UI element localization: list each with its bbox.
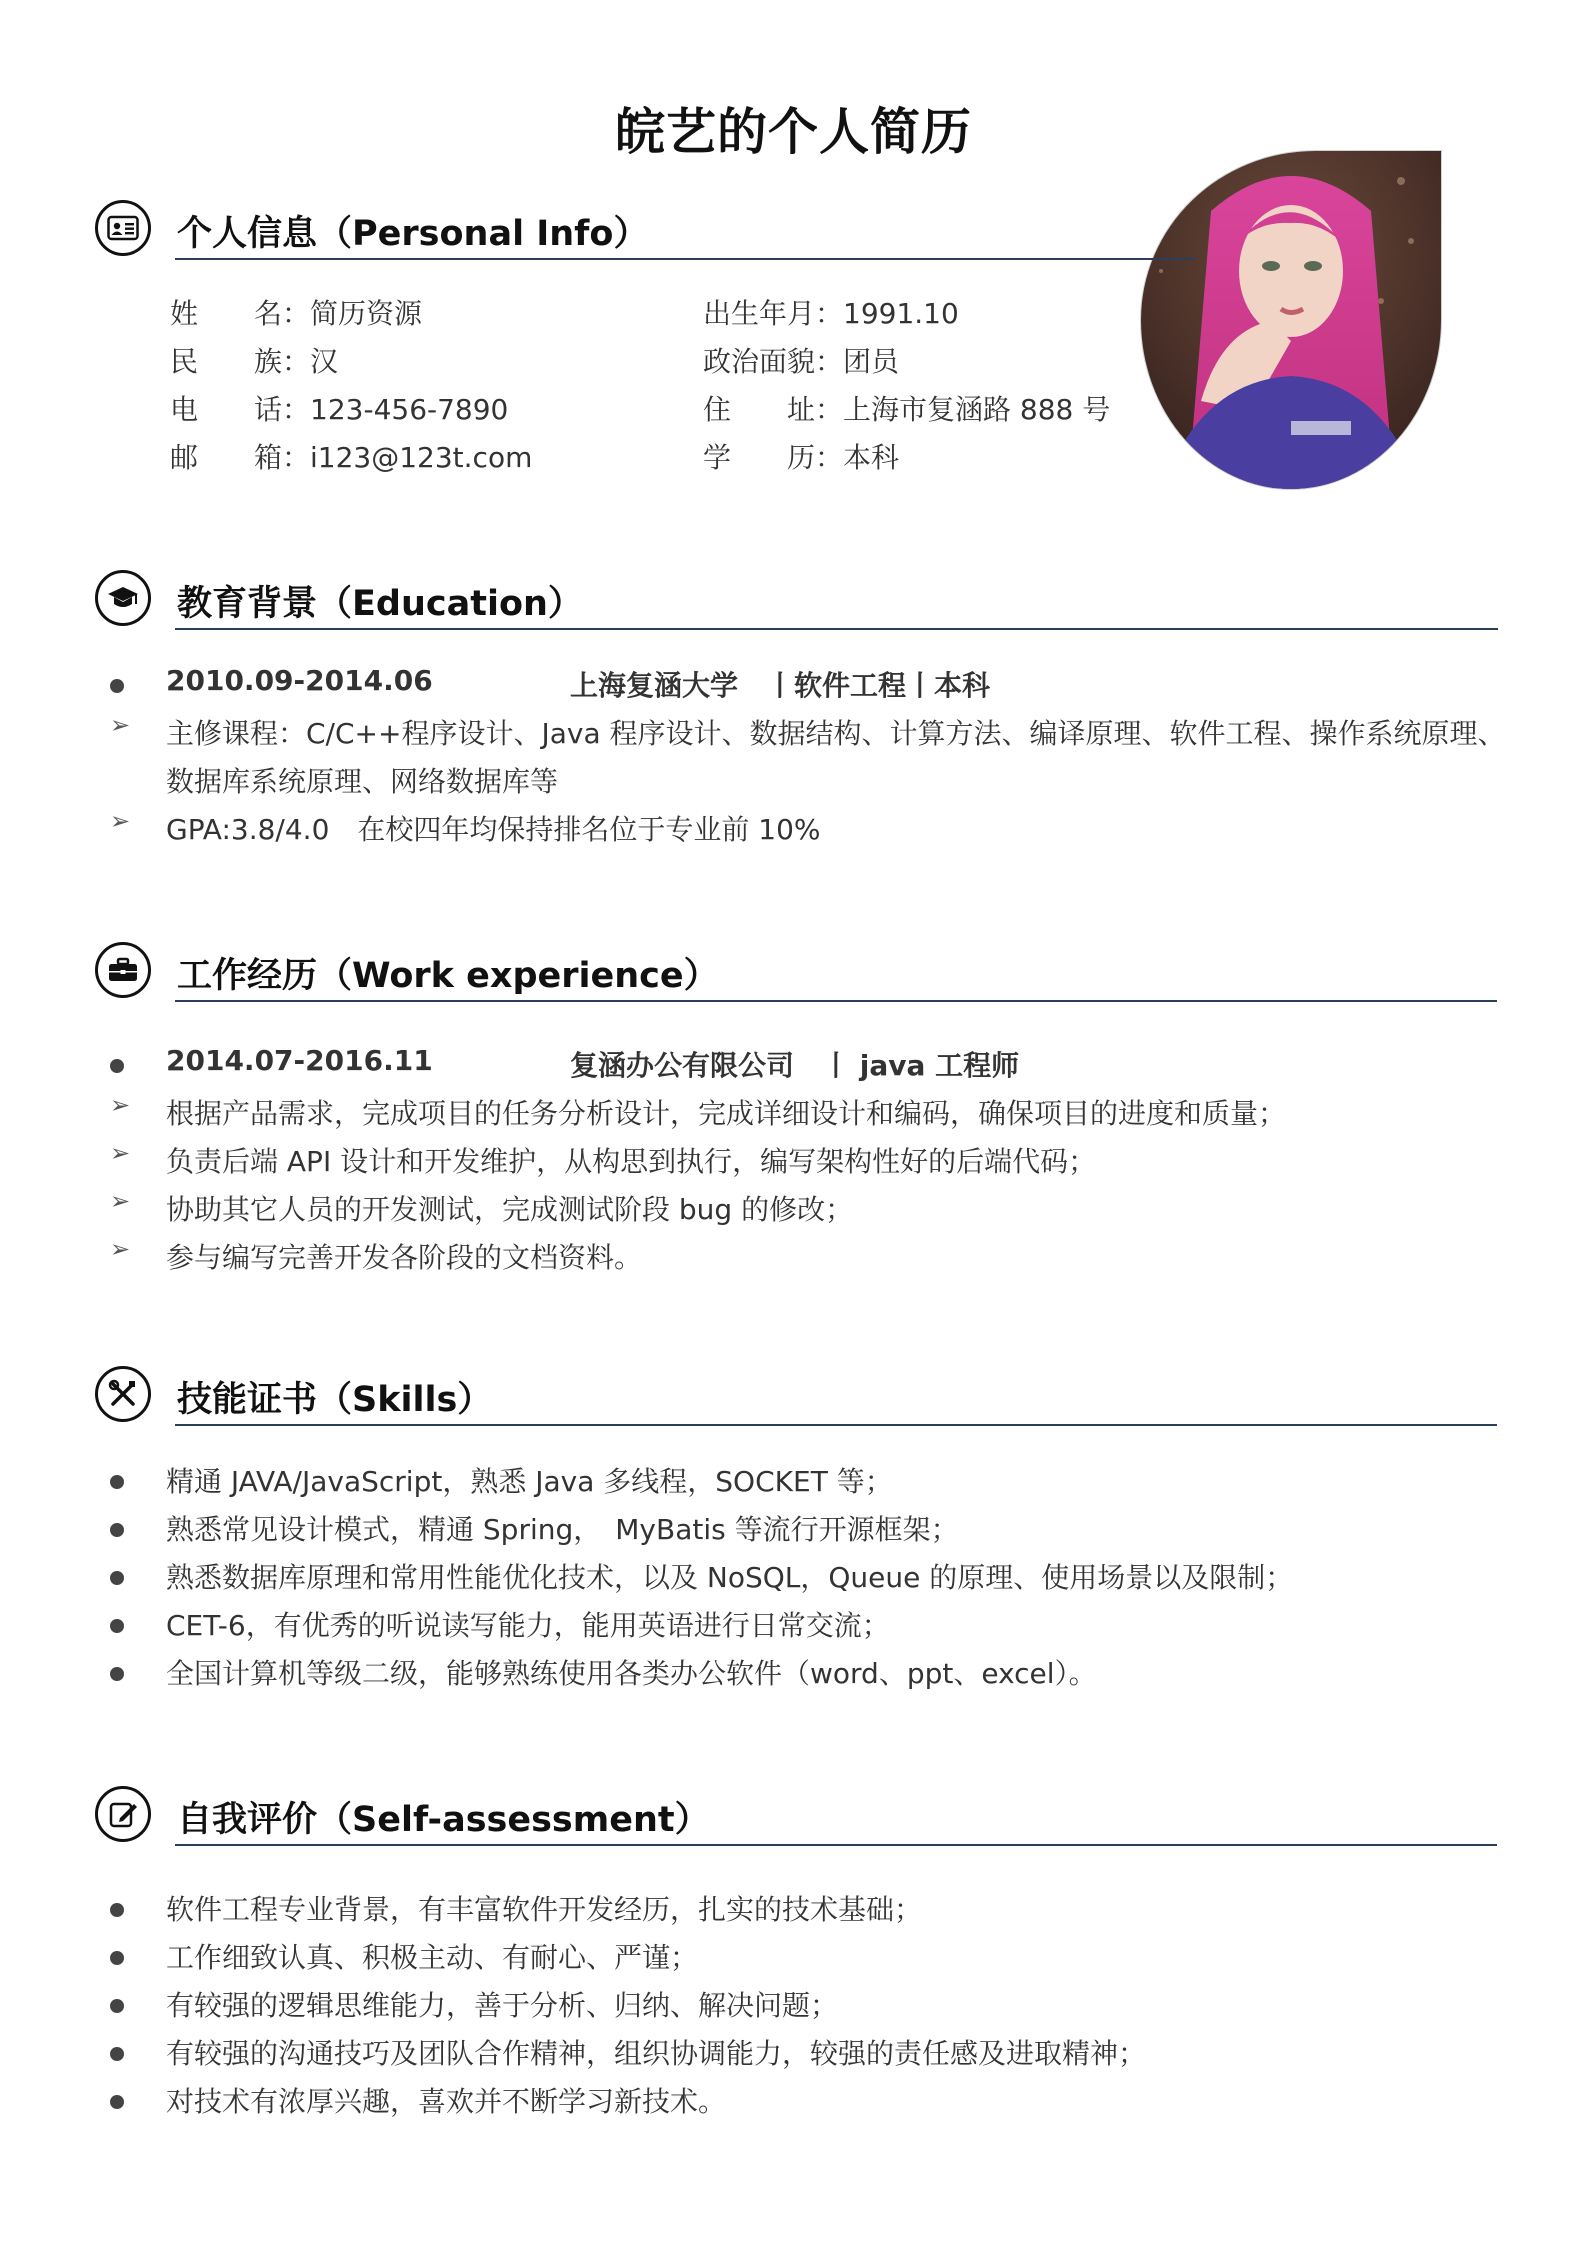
bullet-dot-icon	[110, 2095, 124, 2109]
work-company: 复涵办公有限公司 丨 java 工程师	[570, 1049, 1020, 1082]
work-period: 2014.07-2016.11	[166, 1044, 433, 1077]
info-row-name: 姓 名：简历资源	[170, 297, 423, 330]
section-divider	[175, 258, 1195, 260]
bullet-dot-icon	[110, 1475, 124, 1489]
section-divider	[175, 628, 1498, 630]
info-row-address: 住 址：上海市复涵路 888 号	[703, 393, 1111, 426]
bullet-dot-icon	[110, 1619, 124, 1633]
education-school: 上海复涵大学 丨软件工程丨本科	[570, 669, 991, 702]
arrow-bullet-icon: ➢	[110, 1187, 131, 1215]
section-divider	[175, 1000, 1497, 1002]
education-title: 教育背景（Education）	[177, 584, 583, 624]
bullet-dot-icon	[110, 679, 124, 693]
graduation-cap-icon	[95, 570, 151, 626]
section-divider	[175, 1424, 1497, 1426]
arrow-bullet-icon: ➢	[110, 807, 131, 835]
pencil-edit-icon	[95, 1786, 151, 1842]
info-row-education-level: 学 历：本科	[703, 441, 900, 474]
info-row-ethnicity: 民 族：汉	[170, 345, 339, 378]
id-card-icon	[95, 200, 151, 256]
bullet-dot-icon	[110, 1999, 124, 2013]
personal-info-title: 个人信息（Personal Info）	[177, 214, 649, 254]
profile-photo	[1140, 150, 1442, 490]
page-title: 皖艺的个人简历	[615, 103, 972, 161]
bullet-dot-icon	[110, 1571, 124, 1585]
work-title: 工作经历（Work experience）	[177, 956, 719, 996]
arrow-bullet-icon: ➢	[110, 1235, 131, 1263]
arrow-bullet-icon: ➢	[110, 1139, 131, 1167]
arrow-bullet-icon: ➢	[110, 711, 131, 739]
arrow-bullet-icon: ➢	[110, 1091, 131, 1119]
bullet-dot-icon	[110, 2047, 124, 2061]
tools-icon	[95, 1366, 151, 1422]
bullet-dot-icon	[110, 1667, 124, 1681]
briefcase-icon	[95, 942, 151, 998]
section-divider	[175, 1844, 1497, 1846]
info-row-birth: 出生年月：1991.10	[703, 297, 959, 330]
info-row-phone: 电 话：123-456-7890	[170, 393, 509, 426]
info-row-political: 政治面貌：团员	[703, 345, 900, 378]
bullet-dot-icon	[110, 1903, 124, 1917]
education-period: 2010.09-2014.06	[166, 664, 433, 697]
bullet-dot-icon	[110, 1059, 124, 1073]
self-assessment-title: 自我评价（Self-assessment）	[177, 1800, 710, 1840]
skills-title: 技能证书（Skills）	[177, 1380, 493, 1420]
bullet-dot-icon	[110, 1951, 124, 1965]
bullet-dot-icon	[110, 1523, 124, 1537]
info-row-email: 邮 箱：i123@123t.com	[170, 441, 533, 474]
